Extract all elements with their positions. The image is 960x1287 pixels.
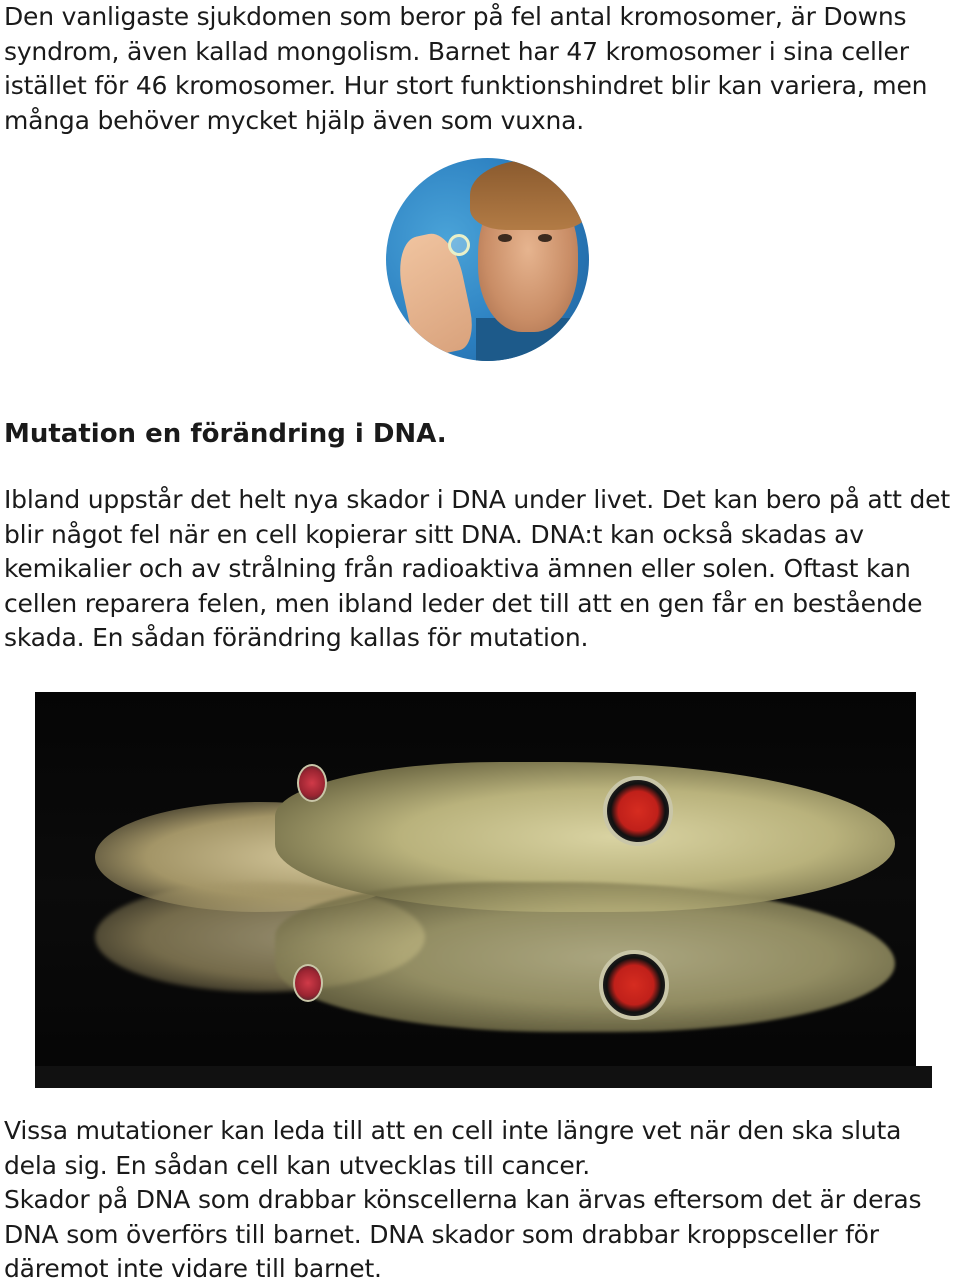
photo-left-eye <box>498 234 512 242</box>
frog-photo <box>35 692 932 1088</box>
frog-eye <box>603 776 673 846</box>
photo-bottom-band <box>35 1066 932 1088</box>
inheritance-paragraph: Skador på DNA som drabbar könscellerna kan ärvas eftersom det är deras DNA som överförs till barnet. DNA skador som drabbar kroppsceller för däremot inte vidare till barnet. <box>4 1185 922 1284</box>
child-photo <box>386 158 589 361</box>
frog-extra-eye-reflection <box>293 964 323 1002</box>
intro-paragraph: Den vanligaste sjukdomen som beror på fel antal kromosomer, är Downs syndrom, även kallad mongolism. Barnet har 47 kromosomer i sina celler istället för 46 kromosomer. Hur stort funktionshindret blir kan variera, men många behöver mycket hjälp även som vuxna. <box>4 2 928 135</box>
photo-edge <box>916 692 932 1088</box>
photo-hair <box>470 160 589 230</box>
photo-right-eye <box>538 234 552 242</box>
mutation-paragraph: Ibland uppstår det helt nya skador i DNA under livet. Det kan bero på att det blir något fel när en cell kopierar sitt DNA. DNA:t kan också skadas av kemikalier och av strålning från radioaktiva ämnen eller solen. Oftast kan cellen reparera felen, men ibland leder det till att en gen får en bestående skada. En sådan förändring kallas för mutation. <box>4 485 950 653</box>
section-heading: Mutation en förändring i DNA. <box>4 419 447 449</box>
frog-extra-eye <box>297 764 327 802</box>
photo-small-object <box>448 234 470 256</box>
frog-eye-reflection <box>599 950 669 1020</box>
cancer-paragraph: Vissa mutationer kan leda till att en cell inte längre vet när den ska sluta dela sig. En sådan cell kan utvecklas till cancer. <box>4 1116 902 1180</box>
frog-head-reflection <box>275 882 895 1032</box>
